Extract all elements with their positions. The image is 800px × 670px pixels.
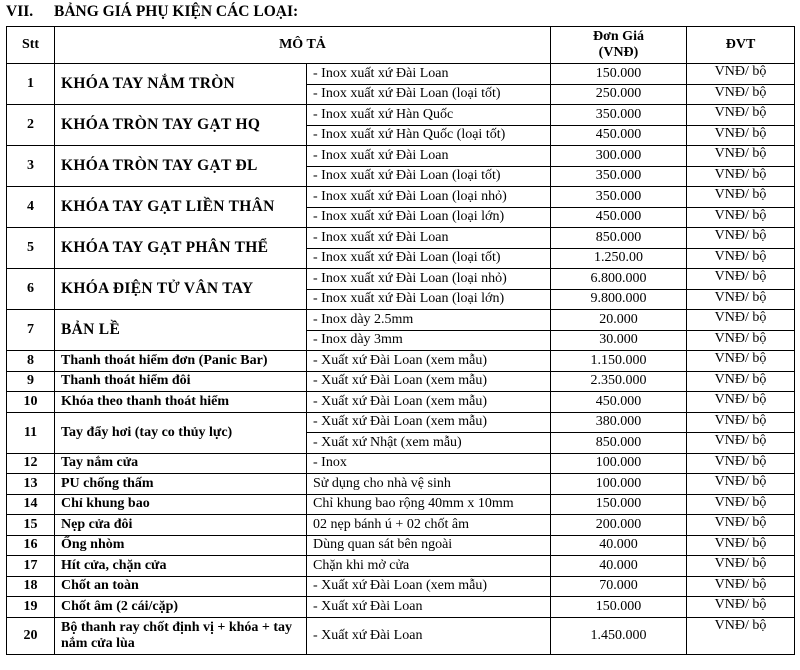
item-description: - Xuất xứ Nhật (xem mẫu) <box>307 433 551 454</box>
item-name: PU chống thấm <box>55 474 307 495</box>
section-number: VII. <box>6 3 34 20</box>
item-unit: VNĐ/ bộ <box>687 330 795 351</box>
item-price: 350.000 <box>551 166 687 187</box>
item-description: 02 nẹp bánh ú + 02 chốt âm <box>307 515 551 536</box>
item-description: - Inox dày 2.5mm <box>307 310 551 331</box>
table-row <box>7 64 795 85</box>
item-price: 380.000 <box>551 412 687 433</box>
item-number: 3 <box>7 146 55 187</box>
item-unit: VNĐ/ bộ <box>687 248 795 269</box>
table-row <box>7 453 795 474</box>
item-description: - Inox xuất xứ Đài Loan <box>307 228 551 249</box>
item-description: - Inox xuất xứ Đài Loan (loại tốt) <box>307 166 551 187</box>
item-unit: VNĐ/ bộ <box>687 269 795 290</box>
col-header-stt: Stt <box>7 27 55 64</box>
item-name: Ống nhòm <box>55 535 307 556</box>
item-price: 40.000 <box>551 556 687 577</box>
item-price: 6.800.000 <box>551 269 687 290</box>
item-unit: VNĐ/ bộ <box>687 433 795 454</box>
item-description: - Inox <box>307 453 551 474</box>
table-row <box>7 556 795 577</box>
item-price: 450.000 <box>551 125 687 146</box>
item-number: 2 <box>7 105 55 146</box>
item-price: 70.000 <box>551 576 687 597</box>
item-description: Sử dụng cho nhà vệ sinh <box>307 474 551 495</box>
item-number: 11 <box>7 412 55 453</box>
section-heading <box>6 3 298 21</box>
table-row <box>7 576 795 597</box>
item-price: 1.250.00 <box>551 248 687 269</box>
item-number: 6 <box>7 269 55 310</box>
table-row <box>7 269 795 290</box>
header-row <box>7 27 795 64</box>
price-table <box>6 26 795 655</box>
item-name: Chỉ khung bao <box>55 494 307 515</box>
item-price: 200.000 <box>551 515 687 536</box>
table-row <box>7 617 795 654</box>
item-name: Chốt âm (2 cái/cặp) <box>55 597 307 618</box>
item-number: 9 <box>7 371 55 392</box>
item-description: - Inox xuất xứ Hàn Quốc <box>307 105 551 126</box>
item-price: 850.000 <box>551 433 687 454</box>
table-row <box>7 474 795 495</box>
item-number: 5 <box>7 228 55 269</box>
item-name: Hít cửa, chặn cửa <box>55 556 307 577</box>
item-price: 150.000 <box>551 597 687 618</box>
item-description: Chỉ khung bao rộng 40mm x 10mm <box>307 494 551 515</box>
item-description: - Inox xuất xứ Hàn Quốc (loại tốt) <box>307 125 551 146</box>
item-unit: VNĐ/ bộ <box>687 228 795 249</box>
item-price: 30.000 <box>551 330 687 351</box>
item-description: Dùng quan sát bên ngoài <box>307 535 551 556</box>
table-row <box>7 515 795 536</box>
table-row <box>7 535 795 556</box>
item-unit: VNĐ/ bộ <box>687 166 795 187</box>
item-description: - Inox xuất xứ Đài Loan (loại nhỏ) <box>307 187 551 208</box>
table-row <box>7 392 795 413</box>
item-price: 150.000 <box>551 64 687 85</box>
item-price: 9.800.000 <box>551 289 687 310</box>
item-unit: VNĐ/ bộ <box>687 289 795 310</box>
item-unit: VNĐ/ bộ <box>687 371 795 392</box>
item-price: 150.000 <box>551 494 687 515</box>
item-name: KHÓA TRÒN TAY GẠT ĐL <box>55 146 307 187</box>
item-name: KHÓA ĐIỆN TỬ VÂN TAY <box>55 269 307 310</box>
item-unit: VNĐ/ bộ <box>687 597 795 618</box>
item-price: 350.000 <box>551 187 687 208</box>
item-description: - Inox xuất xứ Đài Loan <box>307 146 551 167</box>
table-row <box>7 228 795 249</box>
item-description: - Xuất xứ Đài Loan (xem mẫu) <box>307 351 551 372</box>
item-unit: VNĐ/ bộ <box>687 556 795 577</box>
item-unit: VNĐ/ bộ <box>687 84 795 105</box>
item-unit: VNĐ/ bộ <box>687 125 795 146</box>
item-description: - Xuất xứ Đài Loan (xem mẫu) <box>307 576 551 597</box>
item-name: KHÓA TAY GẠT PHÂN THỂ <box>55 228 307 269</box>
item-number: 13 <box>7 474 55 495</box>
col-header-price <box>551 27 687 64</box>
item-unit: VNĐ/ bộ <box>687 474 795 495</box>
item-price: 250.000 <box>551 84 687 105</box>
item-number: 7 <box>7 310 55 351</box>
item-description: - Xuất xứ Đài Loan <box>307 597 551 618</box>
item-unit: VNĐ/ bộ <box>687 576 795 597</box>
item-unit: VNĐ/ bộ <box>687 617 795 654</box>
item-number: 8 <box>7 351 55 372</box>
item-price: 20.000 <box>551 310 687 331</box>
item-name: Nẹp cửa đôi <box>55 515 307 536</box>
col-header-price-line2: (VNĐ) <box>598 45 639 60</box>
item-description: - Inox xuất xứ Đài Loan (loại lớn) <box>307 207 551 228</box>
item-price: 100.000 <box>551 453 687 474</box>
item-description: - Inox xuất xứ Đài Loan <box>307 64 551 85</box>
item-unit: VNĐ/ bộ <box>687 351 795 372</box>
item-description: - Xuất xứ Đài Loan (xem mẫu) <box>307 412 551 433</box>
item-number: 16 <box>7 535 55 556</box>
item-number: 17 <box>7 556 55 577</box>
item-unit: VNĐ/ bộ <box>687 453 795 474</box>
item-unit: VNĐ/ bộ <box>687 515 795 536</box>
table-row <box>7 146 795 167</box>
item-unit: VNĐ/ bộ <box>687 412 795 433</box>
item-price: 1.150.000 <box>551 351 687 372</box>
table-row <box>7 494 795 515</box>
col-header-unit: ĐVT <box>687 27 795 64</box>
item-name: Tay đẩy hơi (tay co thủy lực) <box>55 412 307 453</box>
item-price: 450.000 <box>551 207 687 228</box>
table-body <box>7 64 795 655</box>
item-price: 450.000 <box>551 392 687 413</box>
item-price: 850.000 <box>551 228 687 249</box>
item-description: - Inox xuất xứ Đài Loan (loại nhỏ) <box>307 269 551 290</box>
item-name: Khóa theo thanh thoát hiểm <box>55 392 307 413</box>
item-name: BẢN LỀ <box>55 310 307 351</box>
item-description: - Xuất xứ Đài Loan <box>307 617 551 654</box>
item-name: KHÓA TRÒN TAY GẠT HQ <box>55 105 307 146</box>
item-unit: VNĐ/ bộ <box>687 494 795 515</box>
item-price: 300.000 <box>551 146 687 167</box>
item-number: 12 <box>7 453 55 474</box>
item-number: 19 <box>7 597 55 618</box>
item-unit: VNĐ/ bộ <box>687 392 795 413</box>
item-description: - Inox xuất xứ Đài Loan (loại tốt) <box>307 248 551 269</box>
item-price: 2.350.000 <box>551 371 687 392</box>
item-description: - Xuất xứ Đài Loan (xem mẫu) <box>307 371 551 392</box>
item-unit: VNĐ/ bộ <box>687 310 795 331</box>
table-row <box>7 371 795 392</box>
item-number: 1 <box>7 64 55 105</box>
item-unit: VNĐ/ bộ <box>687 207 795 228</box>
item-price: 40.000 <box>551 535 687 556</box>
item-description: - Inox xuất xứ Đài Loan (loại tốt) <box>307 84 551 105</box>
item-description: - Inox dày 3mm <box>307 330 551 351</box>
item-name: Thanh thoát hiểm đôi <box>55 371 307 392</box>
table-row <box>7 597 795 618</box>
item-price: 100.000 <box>551 474 687 495</box>
item-number: 20 <box>7 617 55 654</box>
item-unit: VNĐ/ bộ <box>687 535 795 556</box>
item-name: Bộ thanh ray chốt định vị + khóa + tay nắm cửa lùa <box>55 617 307 654</box>
item-unit: VNĐ/ bộ <box>687 64 795 85</box>
table-row <box>7 412 795 433</box>
item-price: 1.450.000 <box>551 617 687 654</box>
item-unit: VNĐ/ bộ <box>687 146 795 167</box>
item-number: 14 <box>7 494 55 515</box>
section-title: BẢNG GIÁ PHỤ KIỆN CÁC LOẠI: <box>54 3 299 20</box>
item-number: 18 <box>7 576 55 597</box>
item-name: Thanh thoát hiểm đơn (Panic Bar) <box>55 351 307 372</box>
item-name: Tay nắm cửa <box>55 453 307 474</box>
item-name: Chốt an toàn <box>55 576 307 597</box>
col-header-desc: MÔ TẢ <box>55 27 551 64</box>
table-row <box>7 310 795 331</box>
item-description: - Xuất xứ Đài Loan (xem mẫu) <box>307 392 551 413</box>
item-number: 4 <box>7 187 55 228</box>
item-number: 15 <box>7 515 55 536</box>
table-row <box>7 351 795 372</box>
table-row <box>7 187 795 208</box>
col-header-price-line1: Đơn Giá <box>593 29 644 44</box>
item-price: 350.000 <box>551 105 687 126</box>
item-name: KHÓA TAY NẮM TRÒN <box>55 64 307 105</box>
item-number: 10 <box>7 392 55 413</box>
item-description: - Inox xuất xứ Đài Loan (loại lớn) <box>307 289 551 310</box>
item-name: KHÓA TAY GẠT LIỀN THÂN <box>55 187 307 228</box>
item-description: Chặn khi mở cửa <box>307 556 551 577</box>
item-unit: VNĐ/ bộ <box>687 105 795 126</box>
item-unit: VNĐ/ bộ <box>687 187 795 208</box>
table-row <box>7 105 795 126</box>
